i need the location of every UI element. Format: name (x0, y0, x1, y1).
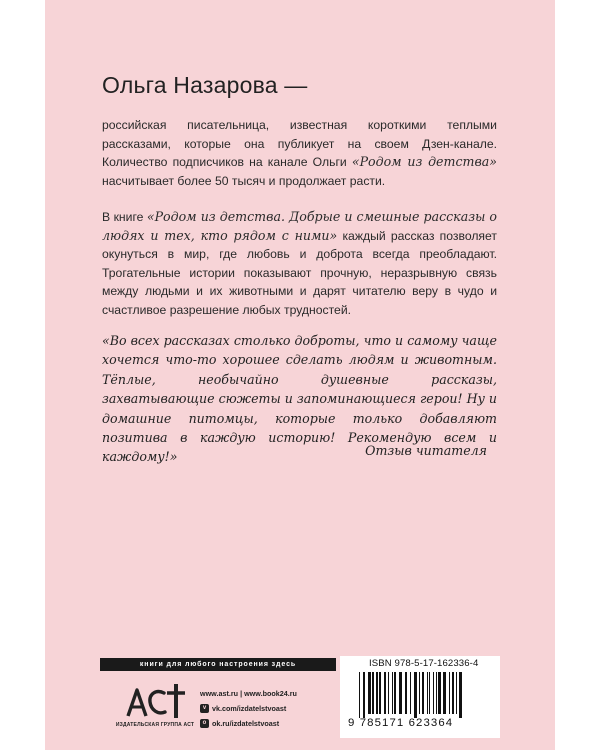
barcode-bar (419, 672, 420, 714)
isbn-barcode (340, 656, 500, 738)
ast-logo-icon (120, 680, 190, 722)
channel-name: «Родом из детства» (351, 154, 497, 170)
barcode-bar (459, 672, 462, 718)
barcode-bar (368, 672, 371, 714)
quote-source: Отзыв читателя (365, 443, 487, 458)
book-intro: В книге (102, 210, 147, 224)
barcode-bar (429, 672, 430, 714)
barcode-bars (359, 672, 489, 718)
barcode-bar (452, 672, 454, 714)
ok-link[interactable]: o ok.ru/izdatelstvoast (200, 716, 297, 731)
barcode-bar (427, 672, 428, 714)
barcode-digits: 9 785171 623364 (348, 717, 454, 729)
barcode-bar (392, 672, 393, 714)
barcode-bar (359, 672, 360, 718)
barcode-bar (422, 672, 424, 714)
barcode-bar (443, 672, 446, 714)
barcode-bar (388, 672, 389, 714)
publisher-links (200, 686, 297, 731)
barcode-bar (379, 672, 381, 714)
book-description-text: каждый рассказ позволяет окунуться в мир, где любовь и доброта всегда преобладают. Трогательные истории показывают прочную, неразрывную связь между людьми и их животными и дарят читателю веру в чудо и счастливое разрешение любых трудностей. (102, 228, 497, 317)
book-description (102, 208, 497, 320)
barcode-bar (399, 672, 402, 714)
barcode-bar (436, 672, 437, 714)
barcode-bar (433, 672, 434, 714)
barcode-bar (376, 672, 378, 714)
barcode-bar (372, 672, 374, 714)
vk-icon: v (200, 704, 209, 713)
barcode-bar (405, 672, 407, 714)
author-name: Ольга Назарова — (102, 72, 308, 98)
barcode-bar (456, 672, 457, 714)
tagline-banner: книги для любого настроения здесь (100, 658, 336, 671)
barcode-bar (363, 672, 365, 718)
barcode-bar (438, 672, 441, 714)
bio-text-end: насчитывает более 50 тысяч и продолжает расти. (102, 173, 386, 188)
publisher-caption: ИЗДАТЕЛЬСКАЯ ГРУППА АСТ (115, 722, 195, 728)
barcode-bar (384, 672, 386, 714)
barcode-bar (449, 672, 450, 714)
author-bio (102, 116, 497, 190)
publisher-logo (110, 680, 200, 734)
barcode-bar (410, 672, 411, 714)
reader-quote: «Во всех рассказах столько доброты, что и самому чаще хочется что-то хорошее сделать людям и животным. Тёплые, необычайно душевные рассказы, захватывающие сюжеты и запоминающиеся герои! Ну и домашние питомцы, которые только добавляют позитива в каждую историю! Рекомендую всем и каждому!» (102, 333, 497, 465)
barcode-bar (414, 672, 417, 718)
vk-link[interactable]: v vk.com/izdatelstvoast (200, 701, 297, 716)
book-title: «Родом из детства. Добрые и смешные рассказы о людях и тех, кто рядом с ними» (102, 209, 497, 243)
barcode-bar (394, 672, 396, 714)
bio-text: российская писательница, известная короткими теплыми рассказами, которые она публикует на своем Дзен-канале. Количество подписчиков на канале Ольги (102, 118, 497, 170)
ok-icon: o (200, 719, 209, 728)
websites-link[interactable]: www.ast.ru | www.book24.ru (200, 689, 297, 698)
isbn-number: ISBN 978-5-17-162336-4 (369, 658, 479, 669)
